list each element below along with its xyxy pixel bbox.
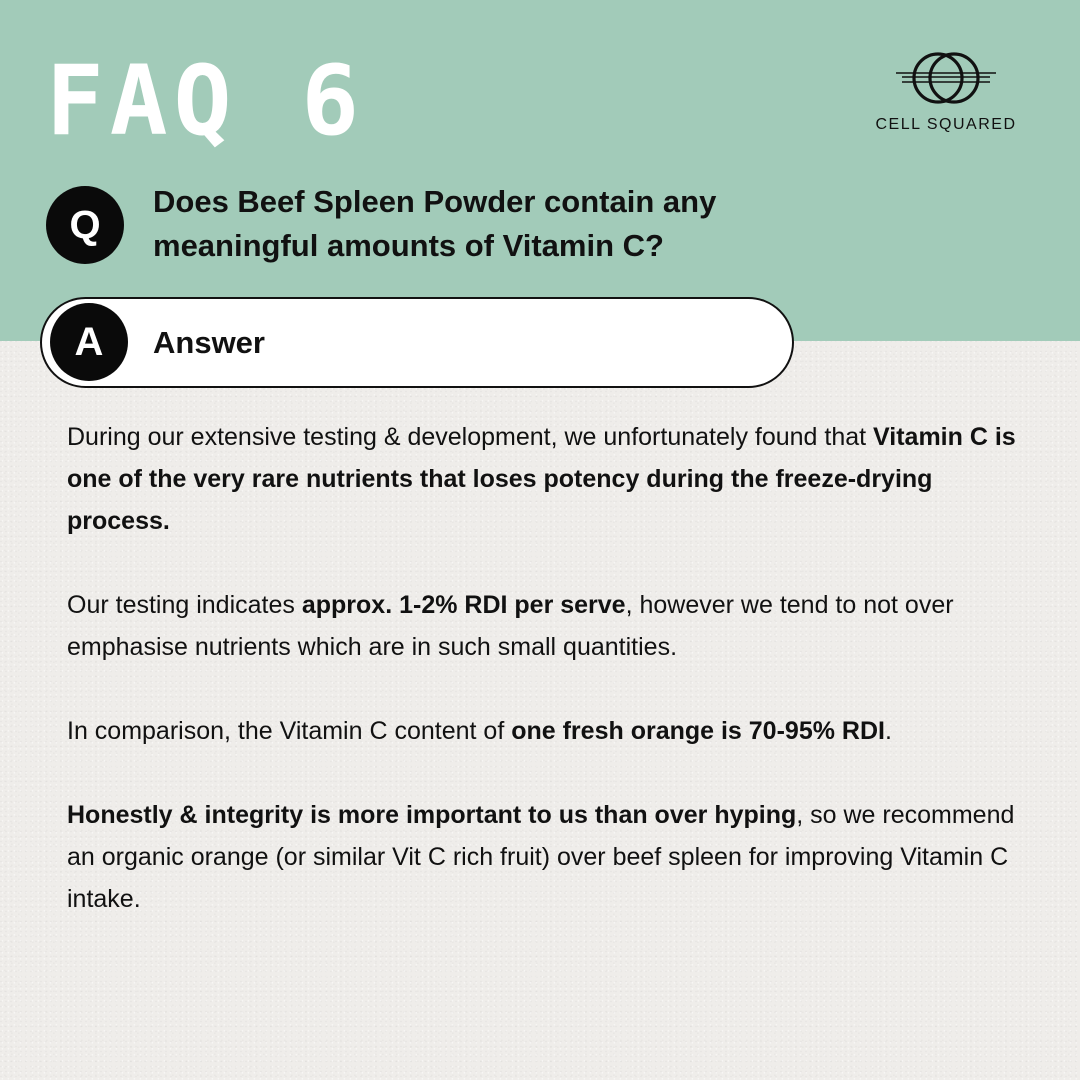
answer-paragraph-1 bbox=[67, 416, 1027, 542]
paragraph-emphasis: Honestly & integrity is more important to us than over hyping bbox=[67, 801, 797, 829]
paragraph-text: . bbox=[884, 717, 892, 745]
answer-badge: A bbox=[50, 303, 128, 381]
paragraph-emphasis: one fresh orange is 70-95% RDI bbox=[511, 717, 885, 745]
paragraph-text: , however we tend to not over emphasise nutrients which are in such small quantities. bbox=[67, 591, 954, 661]
paragraph-emphasis: Vitamin C is one of the very rare nutrients that loses potency during the freeze-drying process. bbox=[67, 423, 1016, 535]
paragraph-text: , so we recommend an organic orange (or similar Vit C rich fruit) over beef spleen for improving Vitamin C intake. bbox=[67, 801, 1015, 913]
answer-paragraph-2 bbox=[67, 584, 1027, 668]
answer-label: Answer bbox=[153, 325, 265, 360]
paragraph-text: During our extensive testing & development, we unfortunately found that bbox=[67, 423, 874, 451]
answer-paragraph-3 bbox=[67, 710, 1027, 752]
brand-logo bbox=[868, 50, 1024, 140]
interlocking-circles-logo-icon bbox=[896, 50, 996, 110]
answer-pill bbox=[40, 297, 794, 388]
answer-body bbox=[67, 416, 1027, 962]
question-text: Does Beef Spleen Powder contain any meaningful amounts of Vitamin C? bbox=[153, 184, 717, 263]
answer-paragraph-4 bbox=[67, 794, 1027, 920]
question-badge: Q bbox=[46, 186, 124, 264]
paragraph-emphasis: approx. 1-2% RDI per serve bbox=[301, 591, 626, 619]
brand-name: CELL SQUARED bbox=[875, 116, 1017, 133]
paragraph-text: In comparison, the Vitamin C content of bbox=[67, 717, 512, 745]
paragraph-text: Our testing indicates bbox=[67, 591, 302, 619]
page-title: FAQ 6 bbox=[46, 45, 365, 157]
